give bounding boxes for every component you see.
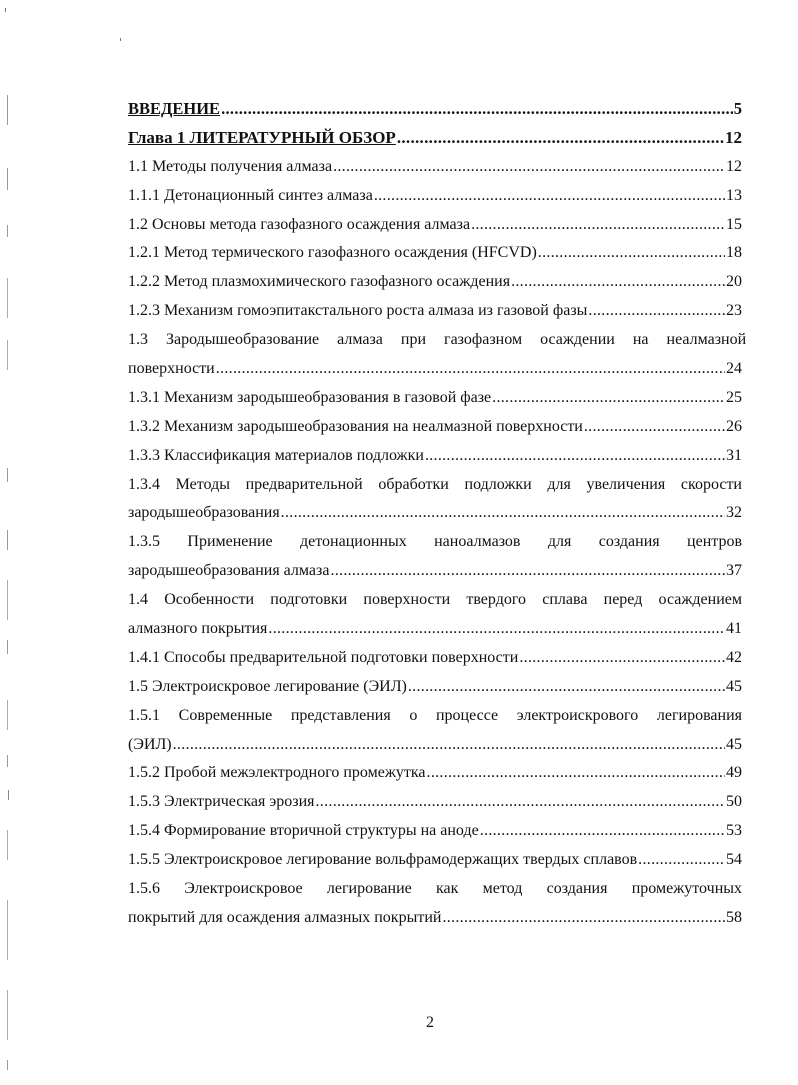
toc-entry-title: 1.5.2 Пробой межэлектродного промежутка (128, 764, 426, 782)
toc-entry-title: ВВЕДЕНИЕ (128, 99, 221, 118)
toc-entry-title: 1.1.1 Детонационный синтез алмаза (128, 186, 373, 204)
toc-entry-title: 1.5.4 Формирование вторичной структуры на аноде (128, 822, 479, 840)
toc-entry-title: 1.4.1 Способы предварительной подготовки поверхности (128, 648, 519, 666)
toc-entry-title: 1.3.1 Механизм зародышеобразования в газовой фазе (128, 388, 492, 406)
toc-entry-page: 45 (726, 677, 742, 695)
scan-speck (7, 278, 8, 318)
toc-leader-dots (316, 792, 726, 812)
toc-leader-dots (408, 677, 725, 697)
toc-entry-title: 1.2.2 Метод плазмохимического газофазного осаждения (128, 273, 511, 291)
toc-leader-dots (492, 388, 725, 408)
toc-entry-multiline[interactable] (128, 532, 742, 590)
toc-entry-title-line2: поверхности (128, 360, 215, 378)
toc-leader-dots (480, 821, 725, 841)
toc-entry[interactable] (128, 763, 742, 792)
toc-entry[interactable] (128, 388, 742, 417)
toc-entry-page: 54 (726, 851, 742, 869)
toc-entry[interactable] (128, 417, 742, 446)
toc-entry-title: 1.2 Основы метода газофазного осаждения алмаза (128, 215, 471, 233)
scan-speck (7, 640, 8, 654)
toc-entry-title: 1.1 Методы получения алмаза (128, 157, 333, 175)
toc-leader-dots (330, 561, 725, 581)
toc-entry-title-line1: 1.3.4 Методы предварительной обработки подложки для увеличения скорости (128, 475, 742, 493)
toc-entry-title-line1: 1.5.1 Современные представления о процессе электроискрового легирования (128, 706, 742, 724)
toc-leader-dots (221, 99, 733, 119)
toc-entry-page: 49 (726, 764, 742, 782)
toc-entry-title: 1.3.3 Классификация материалов подложки (128, 446, 424, 464)
scan-speck (8, 790, 9, 800)
toc-entry-page: 23 (726, 302, 742, 320)
toc-leader-dots (281, 503, 725, 523)
toc-leader-dots (638, 850, 725, 870)
toc-entry-title: 1.5.3 Электрическая эрозия (128, 793, 315, 811)
scan-speck (7, 530, 8, 550)
toc-entry[interactable] (128, 186, 742, 215)
toc-entry-multiline[interactable] (128, 590, 742, 648)
toc-entry[interactable] (128, 821, 742, 850)
scan-speck (5, 8, 6, 12)
toc-entry-title-line2: (ЭИЛ) (128, 735, 172, 753)
toc-entry-page: 26 (726, 417, 742, 435)
toc-entry-page: 25 (726, 388, 742, 406)
toc-entry-page: 13 (726, 186, 742, 204)
toc-entry[interactable] (128, 677, 742, 706)
toc-entry-page: 12 (726, 157, 742, 175)
scan-speck (7, 95, 8, 125)
toc-entry-page: 53 (726, 822, 742, 840)
toc-entry[interactable] (128, 301, 742, 330)
table-of-contents (128, 99, 747, 937)
toc-entry-page: 20 (726, 273, 742, 291)
scan-speck (7, 1060, 8, 1070)
toc-entry-title-line2: алмазного покрытия (128, 620, 268, 638)
toc-entry-page: 15 (726, 215, 742, 233)
toc-entry-page: 31 (726, 446, 742, 464)
toc-entry[interactable] (128, 648, 742, 677)
toc-entry[interactable] (128, 272, 742, 301)
toc-entry-page: 45 (726, 735, 742, 753)
toc-leader-dots (538, 243, 725, 263)
toc-entry-page: 24 (726, 360, 742, 378)
toc-entry-title: 1.5 Электроискровое легирование (ЭИЛ) (128, 677, 407, 695)
toc-entry-page: 12 (725, 127, 742, 147)
toc-entry[interactable] (128, 792, 742, 821)
toc-entry-chapter-1[interactable] (128, 128, 742, 157)
toc-leader-dots (374, 186, 725, 206)
toc-leader-dots (588, 301, 725, 321)
toc-leader-dots (442, 908, 725, 928)
toc-entry-title-line2: покрытий для осаждения алмазных покрытий (128, 908, 442, 926)
toc-leader-dots (519, 648, 725, 668)
toc-entry-multiline[interactable] (128, 330, 747, 388)
scan-speck (120, 38, 121, 41)
page-number: 2 (426, 1014, 434, 1031)
scan-speck (7, 468, 8, 482)
toc-entry[interactable] (128, 446, 742, 475)
toc-leader-dots (173, 735, 725, 755)
toc-leader-dots (397, 128, 724, 148)
toc-entry-multiline[interactable] (128, 879, 742, 937)
toc-entry[interactable] (128, 243, 742, 272)
toc-leader-dots (216, 359, 725, 379)
toc-entry-page: 37 (726, 562, 742, 580)
toc-entry-title: 1.2.1 Метод термического газофазного осаждения (HFCVD) (128, 244, 537, 262)
scan-speck (7, 340, 8, 370)
scan-speck (7, 700, 8, 730)
scan-speck (7, 168, 8, 190)
scan-speck (7, 900, 8, 960)
scan-speck (7, 755, 8, 767)
toc-leader-dots (333, 157, 725, 177)
toc-entry-title-line1: 1.3.5 Применение детонационных наноалмазов для создания центров (128, 533, 742, 551)
toc-entry[interactable] (128, 850, 742, 879)
toc-entry-multiline[interactable] (128, 475, 742, 533)
toc-entry-title: Глава 1 ЛИТЕРАТУРНЫЙ ОБЗОР (128, 127, 396, 147)
toc-entry-title-line2: зародышеобразования (128, 504, 280, 522)
toc-entry-title-line1: 1.5.6 Электроискровое легирование как метод создания промежуточных (128, 880, 742, 898)
toc-entry-title: 1.2.3 Механизм гомоэпитакстального роста алмаза из газовой фазы (128, 302, 588, 320)
toc-entry-title-line1: 1.4 Особенности подготовки поверхности твердого сплава перед осаждением (128, 591, 742, 609)
toc-entry-page: 42 (726, 648, 742, 666)
scan-speck (7, 830, 8, 860)
toc-entry-title-line2: зародышеобразования алмаза (128, 562, 330, 580)
toc-entry-page: 18 (726, 244, 742, 262)
toc-entry-title: 1.5.5 Электроискровое легирование вольфрамодержащих твердых сплавов (128, 851, 638, 869)
toc-entry[interactable] (128, 157, 742, 186)
scan-speck (7, 580, 8, 620)
toc-leader-dots (268, 619, 725, 639)
toc-entry-page: 50 (726, 793, 742, 811)
toc-entry-page: 41 (726, 620, 742, 638)
toc-entry-page: 58 (726, 908, 742, 926)
toc-leader-dots (511, 272, 725, 292)
toc-leader-dots (584, 417, 725, 437)
toc-leader-dots (425, 446, 725, 466)
toc-entry-multiline[interactable] (128, 706, 742, 764)
toc-entry-introduction[interactable] (128, 99, 742, 128)
toc-entry-page: 32 (726, 504, 742, 522)
toc-entry-page: 5 (733, 99, 742, 118)
toc-entry-title: 1.3.2 Механизм зародышеобразования на неалмазной поверхности (128, 417, 583, 435)
toc-entry-title-line1: 1.3 Зародышеобразование алмаза при газофазном осаждении на неалмазной (128, 331, 747, 349)
toc-leader-dots (471, 215, 725, 235)
scan-speck (7, 225, 8, 237)
toc-entry[interactable] (128, 215, 742, 244)
toc-leader-dots (427, 763, 725, 783)
